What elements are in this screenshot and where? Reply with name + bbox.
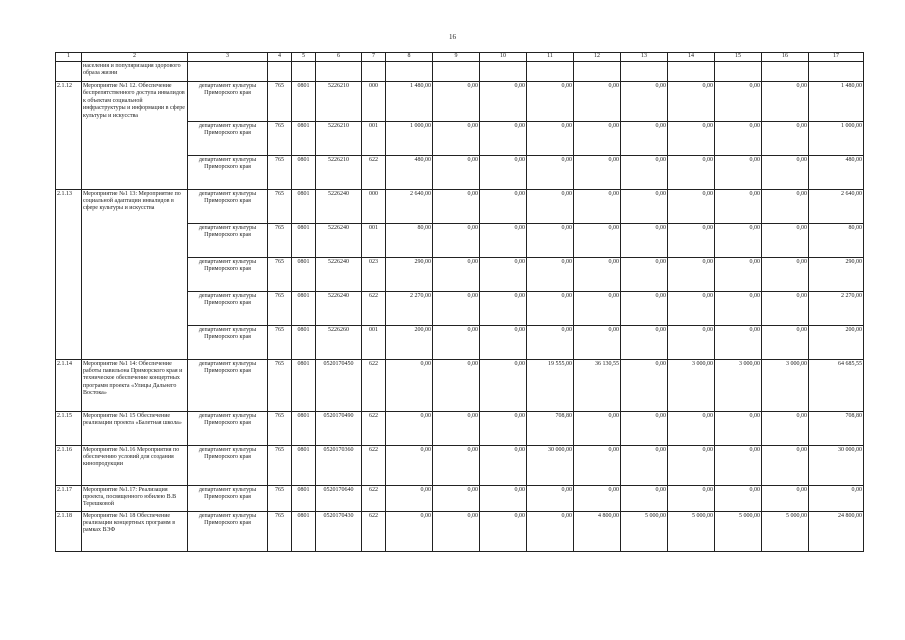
amount-cell: 0,00 xyxy=(715,445,762,485)
amount-cell: 0,00 xyxy=(621,291,668,325)
amount-cell: 0,00 xyxy=(574,485,621,511)
amount-cell: 0,00 xyxy=(480,445,527,485)
amount-cell: 2 640,00 xyxy=(809,189,864,223)
amount-cell: 0,00 xyxy=(762,121,809,155)
amount-cell: 0,00 xyxy=(621,325,668,359)
code-cell: 765 xyxy=(268,257,292,291)
code-cell: 622 xyxy=(362,445,386,485)
amount-cell: 480,00 xyxy=(809,155,864,189)
code-cell: 622 xyxy=(362,155,386,189)
column-header: 7 xyxy=(362,53,386,62)
code-cell: 5226240 xyxy=(316,291,362,325)
row-id-cell xyxy=(56,291,82,325)
row-id-cell xyxy=(56,155,82,189)
budget-table xyxy=(55,52,864,552)
row-id-cell: 2.1.16 xyxy=(56,445,82,485)
empty-cell xyxy=(316,62,362,82)
amount-cell: 0,00 xyxy=(809,485,864,511)
row-name-cell: Мероприятие №1.16 Мероприятия по обеспечению условий для создания кинопродукции xyxy=(82,445,188,485)
empty-cell xyxy=(386,62,433,82)
row-id-cell: 2.1.18 xyxy=(56,511,82,551)
code-cell: 0520170360 xyxy=(316,445,362,485)
amount-cell: 0,00 xyxy=(574,257,621,291)
org-cell: департамент культуры Приморского края xyxy=(188,189,268,223)
amount-cell: 0,00 xyxy=(433,411,480,445)
amount-cell: 0,00 xyxy=(433,291,480,325)
code-cell: 0801 xyxy=(292,445,316,485)
amount-cell: 2 640,00 xyxy=(386,189,433,223)
amount-cell: 0,00 xyxy=(527,511,574,551)
empty-cell xyxy=(480,62,527,82)
amount-cell: 0,00 xyxy=(574,223,621,257)
column-header: 9 xyxy=(433,53,480,62)
row-name-cell xyxy=(82,291,188,325)
amount-cell: 1 480,00 xyxy=(809,82,864,122)
code-cell: 765 xyxy=(268,82,292,122)
amount-cell: 0,00 xyxy=(480,325,527,359)
amount-cell: 0,00 xyxy=(668,445,715,485)
code-cell: 0520170450 xyxy=(316,359,362,411)
table-row xyxy=(56,411,864,445)
amount-cell: 0,00 xyxy=(433,121,480,155)
amount-cell: 708,80 xyxy=(809,411,864,445)
amount-cell: 2 270,00 xyxy=(809,291,864,325)
amount-cell: 2 270,00 xyxy=(386,291,433,325)
amount-cell: 0,00 xyxy=(715,223,762,257)
amount-cell: 0,00 xyxy=(668,121,715,155)
row-id-cell xyxy=(56,223,82,257)
org-cell: департамент культуры Приморского края xyxy=(188,291,268,325)
amount-cell: 64 685,55 xyxy=(809,359,864,411)
amount-cell: 0,00 xyxy=(762,325,809,359)
row-name-cell xyxy=(82,257,188,291)
org-cell: департамент культуры Приморского края xyxy=(188,121,268,155)
amount-cell: 0,00 xyxy=(574,291,621,325)
amount-cell: 0,00 xyxy=(574,189,621,223)
row-id-cell: 2.1.14 xyxy=(56,359,82,411)
column-header: 12 xyxy=(574,53,621,62)
code-cell: 765 xyxy=(268,511,292,551)
amount-cell: 0,00 xyxy=(480,189,527,223)
amount-cell: 0,00 xyxy=(762,82,809,122)
empty-cell xyxy=(433,62,480,82)
org-cell: департамент культуры Приморского края xyxy=(188,257,268,291)
code-cell: 765 xyxy=(268,325,292,359)
table-row xyxy=(56,62,864,82)
amount-cell: 24 800,00 xyxy=(809,511,864,551)
org-cell: департамент культуры Приморского края xyxy=(188,411,268,445)
amount-cell: 0,00 xyxy=(386,359,433,411)
code-cell: 5226240 xyxy=(316,223,362,257)
table-row xyxy=(56,445,864,485)
code-cell: 5226210 xyxy=(316,82,362,122)
amount-cell: 30 000,00 xyxy=(809,445,864,485)
amount-cell: 0,00 xyxy=(386,445,433,485)
code-cell: 0801 xyxy=(292,189,316,223)
amount-cell: 5 000,00 xyxy=(621,511,668,551)
amount-cell: 0,00 xyxy=(527,325,574,359)
amount-cell: 0,00 xyxy=(668,82,715,122)
table-row xyxy=(56,189,864,223)
amount-cell: 0,00 xyxy=(527,82,574,122)
column-header: 1 xyxy=(56,53,82,62)
amount-cell: 1 000,00 xyxy=(809,121,864,155)
amount-cell: 0,00 xyxy=(574,411,621,445)
amount-cell: 200,00 xyxy=(809,325,864,359)
amount-cell: 0,00 xyxy=(715,291,762,325)
code-cell: 5226210 xyxy=(316,121,362,155)
table-row xyxy=(56,511,864,551)
amount-cell: 0,00 xyxy=(715,121,762,155)
row-id-cell: 2.1.12 xyxy=(56,82,82,122)
code-cell: 622 xyxy=(362,511,386,551)
code-cell: 765 xyxy=(268,485,292,511)
amount-cell: 4 800,00 xyxy=(574,511,621,551)
amount-cell: 0,00 xyxy=(574,82,621,122)
row-id-cell: 2.1.17 xyxy=(56,485,82,511)
amount-cell: 0,00 xyxy=(480,511,527,551)
row-name-cell: населения и популяризация здорового образа жизни xyxy=(82,62,188,82)
amount-cell: 0,00 xyxy=(762,411,809,445)
table-row xyxy=(56,121,864,155)
amount-cell: 0,00 xyxy=(715,411,762,445)
code-cell: 765 xyxy=(268,189,292,223)
code-cell: 0801 xyxy=(292,325,316,359)
amount-cell: 0,00 xyxy=(762,445,809,485)
column-header: 10 xyxy=(480,53,527,62)
column-header: 5 xyxy=(292,53,316,62)
column-header: 3 xyxy=(188,53,268,62)
column-header: 8 xyxy=(386,53,433,62)
org-cell: департамент культуры Приморского края xyxy=(188,155,268,189)
org-cell: департамент культуры Приморского края xyxy=(188,485,268,511)
amount-cell: 3 000,00 xyxy=(668,359,715,411)
amount-cell: 0,00 xyxy=(762,189,809,223)
code-cell: 5226240 xyxy=(316,189,362,223)
code-cell: 0801 xyxy=(292,511,316,551)
code-cell: 0520170490 xyxy=(316,411,362,445)
amount-cell: 0,00 xyxy=(621,82,668,122)
amount-cell: 0,00 xyxy=(527,291,574,325)
amount-cell: 80,00 xyxy=(809,223,864,257)
code-cell: 0801 xyxy=(292,485,316,511)
row-name-cell: Мероприятие №1.17: Реализация проекта, посвященного юбилею В.В Терешковой xyxy=(82,485,188,511)
amount-cell: 1 000,00 xyxy=(386,121,433,155)
amount-cell: 0,00 xyxy=(433,82,480,122)
amount-cell: 0,00 xyxy=(574,155,621,189)
code-cell: 765 xyxy=(268,411,292,445)
amount-cell: 1 480,00 xyxy=(386,82,433,122)
empty-cell xyxy=(268,62,292,82)
column-header: 14 xyxy=(668,53,715,62)
empty-cell xyxy=(574,62,621,82)
amount-cell: 0,00 xyxy=(621,121,668,155)
code-cell: 5226240 xyxy=(316,257,362,291)
amount-cell: 0,00 xyxy=(527,121,574,155)
amount-cell: 0,00 xyxy=(621,411,668,445)
row-name-cell: Мероприятие №1 18 Обеспечение реализации концертных программ в рамках ВЭФ xyxy=(82,511,188,551)
row-name-cell: Мероприятие №1 14: Обеспечение работы павильона Приморского края и техническое обеспечение концертных программ проекта «Улицы Дальнего Востока» xyxy=(82,359,188,411)
amount-cell: 0,00 xyxy=(621,445,668,485)
amount-cell: 0,00 xyxy=(621,359,668,411)
table-row xyxy=(56,82,864,122)
column-header: 11 xyxy=(527,53,574,62)
amount-cell: 0,00 xyxy=(527,485,574,511)
code-cell: 765 xyxy=(268,223,292,257)
table-row xyxy=(56,223,864,257)
column-header: 15 xyxy=(715,53,762,62)
amount-cell: 36 130,55 xyxy=(574,359,621,411)
amount-cell: 0,00 xyxy=(433,485,480,511)
amount-cell: 3 000,00 xyxy=(762,359,809,411)
amount-cell: 80,00 xyxy=(386,223,433,257)
amount-cell: 0,00 xyxy=(762,485,809,511)
amount-cell: 0,00 xyxy=(433,189,480,223)
code-cell: 001 xyxy=(362,223,386,257)
org-cell: департамент культуры Приморского края xyxy=(188,82,268,122)
empty-cell xyxy=(621,62,668,82)
code-cell: 0801 xyxy=(292,82,316,122)
code-cell: 765 xyxy=(268,359,292,411)
amount-cell: 0,00 xyxy=(527,223,574,257)
amount-cell: 0,00 xyxy=(668,411,715,445)
amount-cell: 3 000,00 xyxy=(715,359,762,411)
code-cell: 000 xyxy=(362,189,386,223)
code-cell: 0520170640 xyxy=(316,485,362,511)
table-row xyxy=(56,257,864,291)
amount-cell: 0,00 xyxy=(433,325,480,359)
amount-cell: 0,00 xyxy=(480,291,527,325)
header-row xyxy=(56,53,864,62)
code-cell: 765 xyxy=(268,121,292,155)
amount-cell: 0,00 xyxy=(762,223,809,257)
row-name-cell: Мероприятие №1 12. Обеспечение беспрепятственного доступа инвалидов к объектам социальной инфраструктуры и информации в сфере культуры и искусства xyxy=(82,82,188,122)
amount-cell: 0,00 xyxy=(621,155,668,189)
page-number: 16 xyxy=(449,33,456,41)
amount-cell: 0,00 xyxy=(715,82,762,122)
amount-cell: 0,00 xyxy=(668,155,715,189)
amount-cell: 0,00 xyxy=(715,155,762,189)
empty-cell xyxy=(527,62,574,82)
amount-cell: 0,00 xyxy=(480,411,527,445)
amount-cell: 0,00 xyxy=(433,359,480,411)
table-row xyxy=(56,291,864,325)
code-cell: 765 xyxy=(268,291,292,325)
amount-cell: 0,00 xyxy=(480,359,527,411)
amount-cell: 0,00 xyxy=(574,325,621,359)
amount-cell: 0,00 xyxy=(480,223,527,257)
amount-cell: 0,00 xyxy=(480,155,527,189)
empty-cell xyxy=(362,62,386,82)
amount-cell: 200,00 xyxy=(386,325,433,359)
empty-cell xyxy=(762,62,809,82)
amount-cell: 0,00 xyxy=(715,189,762,223)
code-cell: 622 xyxy=(362,485,386,511)
code-cell: 622 xyxy=(362,411,386,445)
code-cell: 5226260 xyxy=(316,325,362,359)
row-id-cell xyxy=(56,257,82,291)
amount-cell: 290,00 xyxy=(809,257,864,291)
code-cell: 001 xyxy=(362,121,386,155)
table-row xyxy=(56,485,864,511)
empty-cell xyxy=(668,62,715,82)
amount-cell: 0,00 xyxy=(433,223,480,257)
row-id-cell xyxy=(56,121,82,155)
code-cell: 0801 xyxy=(292,291,316,325)
row-id-cell: 2.1.13 xyxy=(56,189,82,223)
code-cell: 0801 xyxy=(292,121,316,155)
table-row xyxy=(56,325,864,359)
empty-cell xyxy=(715,62,762,82)
amount-cell: 0,00 xyxy=(386,411,433,445)
code-cell: 0801 xyxy=(292,411,316,445)
column-header: 2 xyxy=(82,53,188,62)
row-id-cell xyxy=(56,325,82,359)
amount-cell: 0,00 xyxy=(433,511,480,551)
amount-cell: 5 000,00 xyxy=(668,511,715,551)
column-header: 16 xyxy=(762,53,809,62)
code-cell: 0801 xyxy=(292,223,316,257)
amount-cell: 0,00 xyxy=(433,257,480,291)
amount-cell: 0,00 xyxy=(715,485,762,511)
amount-cell: 0,00 xyxy=(715,257,762,291)
table-row xyxy=(56,155,864,189)
amount-cell: 480,00 xyxy=(386,155,433,189)
column-header: 4 xyxy=(268,53,292,62)
row-name-cell xyxy=(82,155,188,189)
amount-cell: 0,00 xyxy=(621,223,668,257)
org-cell: департамент культуры Приморского края xyxy=(188,359,268,411)
amount-cell: 0,00 xyxy=(480,485,527,511)
org-cell: департамент культуры Приморского края xyxy=(188,325,268,359)
code-cell: 622 xyxy=(362,359,386,411)
code-cell: 0801 xyxy=(292,155,316,189)
code-cell: 000 xyxy=(362,82,386,122)
amount-cell: 0,00 xyxy=(480,257,527,291)
row-name-cell xyxy=(82,121,188,155)
empty-cell xyxy=(809,62,864,82)
amount-cell: 0,00 xyxy=(621,257,668,291)
column-header: 17 xyxy=(809,53,864,62)
row-name-cell: Мероприятие №1 13: Мероприятие по социальной адаптации инвалидов в сфере культуры и искусства xyxy=(82,189,188,223)
code-cell: 5226210 xyxy=(316,155,362,189)
empty-cell xyxy=(188,62,268,82)
code-cell: 0520170430 xyxy=(316,511,362,551)
amount-cell: 290,00 xyxy=(386,257,433,291)
org-cell: департамент культуры Приморского края xyxy=(188,445,268,485)
amount-cell: 0,00 xyxy=(668,223,715,257)
amount-cell: 0,00 xyxy=(621,189,668,223)
amount-cell: 0,00 xyxy=(715,325,762,359)
code-cell: 0801 xyxy=(292,257,316,291)
amount-cell: 0,00 xyxy=(527,189,574,223)
code-cell: 001 xyxy=(362,325,386,359)
org-cell: департамент культуры Приморского края xyxy=(188,223,268,257)
amount-cell: 0,00 xyxy=(668,189,715,223)
amount-cell: 0,00 xyxy=(433,445,480,485)
amount-cell: 5 000,00 xyxy=(715,511,762,551)
column-header: 13 xyxy=(621,53,668,62)
row-id-cell: 2.1.15 xyxy=(56,411,82,445)
amount-cell: 0,00 xyxy=(668,485,715,511)
amount-cell: 0,00 xyxy=(574,445,621,485)
code-cell: 765 xyxy=(268,155,292,189)
code-cell: 0801 xyxy=(292,359,316,411)
code-cell: 023 xyxy=(362,257,386,291)
amount-cell: 0,00 xyxy=(480,121,527,155)
amount-cell: 0,00 xyxy=(762,257,809,291)
amount-cell: 0,00 xyxy=(386,511,433,551)
org-cell: департамент культуры Приморского края xyxy=(188,511,268,551)
amount-cell: 708,80 xyxy=(527,411,574,445)
amount-cell: 19 555,00 xyxy=(527,359,574,411)
amount-cell: 0,00 xyxy=(668,325,715,359)
empty-cell xyxy=(292,62,316,82)
amount-cell: 30 000,00 xyxy=(527,445,574,485)
column-header: 6 xyxy=(316,53,362,62)
amount-cell: 0,00 xyxy=(527,257,574,291)
row-name-cell xyxy=(82,223,188,257)
amount-cell: 5 000,00 xyxy=(762,511,809,551)
code-cell: 765 xyxy=(268,445,292,485)
amount-cell: 0,00 xyxy=(574,121,621,155)
row-name-cell: Мероприятие №1 15 Обеспечение реализации проекта «Балетная школа» xyxy=(82,411,188,445)
amount-cell: 0,00 xyxy=(527,155,574,189)
amount-cell: 0,00 xyxy=(668,291,715,325)
row-name-cell xyxy=(82,325,188,359)
table-row xyxy=(56,359,864,411)
amount-cell: 0,00 xyxy=(762,291,809,325)
amount-cell: 0,00 xyxy=(480,82,527,122)
amount-cell: 0,00 xyxy=(621,485,668,511)
amount-cell: 0,00 xyxy=(668,257,715,291)
amount-cell: 0,00 xyxy=(433,155,480,189)
amount-cell: 0,00 xyxy=(762,155,809,189)
row-id-cell xyxy=(56,62,82,82)
amount-cell: 0,00 xyxy=(386,485,433,511)
code-cell: 622 xyxy=(362,291,386,325)
